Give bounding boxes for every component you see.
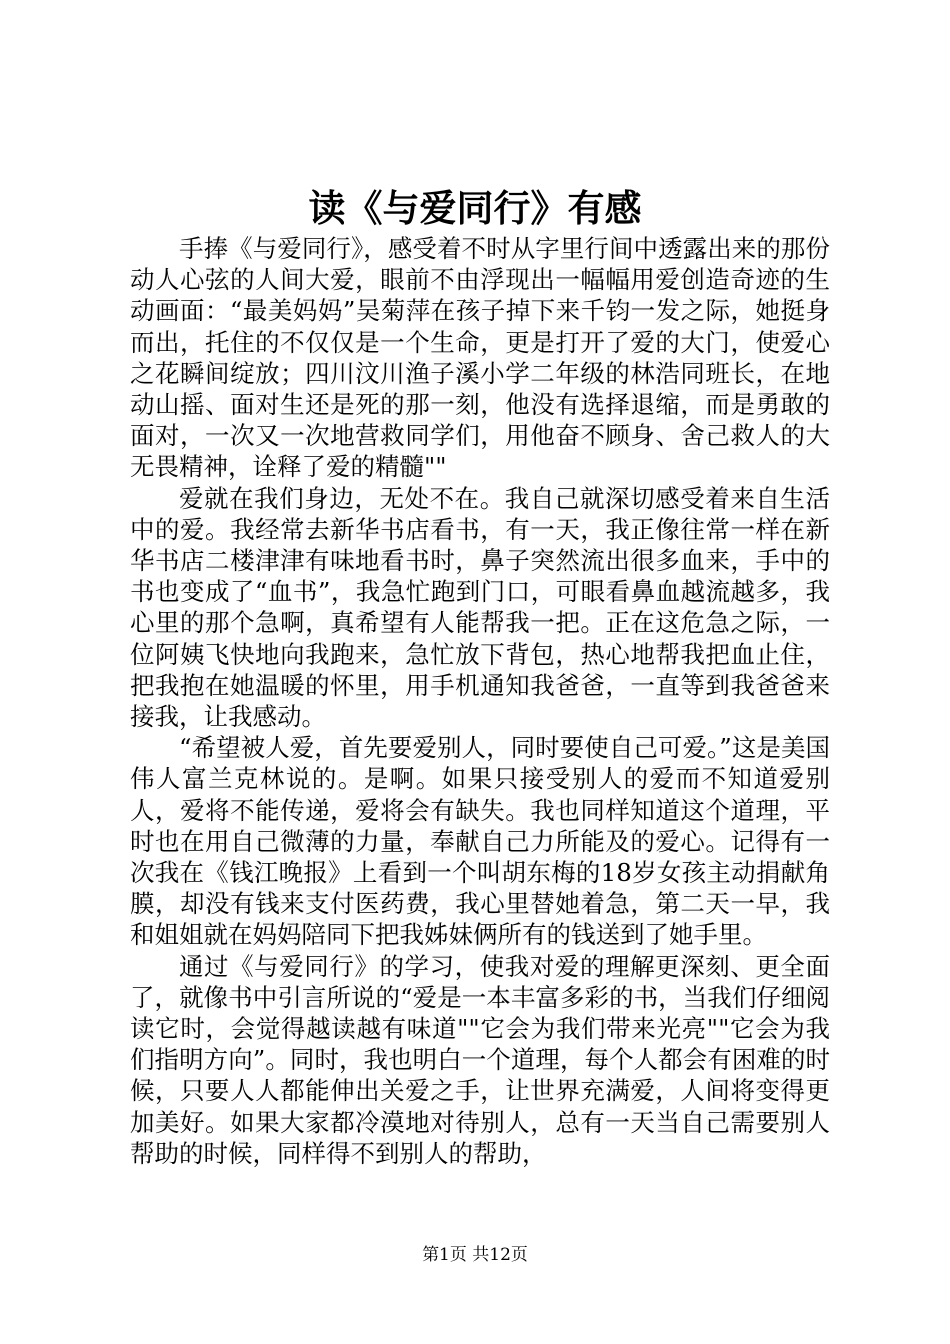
paragraph: 手捧《与爱同行》，感受着不时从字里行间中透露出来的那份动人心弦的人间大爱，眼前不由浮现出一幅幅用爱创造奇迹的生动画面：“最美妈妈”吴菊萍在孩子掉下来千钧一发之际，她挺身而出，托住的不仅仅是一个生命，更是打开了爱的大门，使爱心之花瞬间绽放；四川汶川渔子溪小学二年级的林浩同班长，在地动山摇、面对生还是死的那一刻，他没有选择退缩，而是勇敢的面对，一次又一次地营救同学们，用他奋不顾身、舍己救人的大无畏精神，诠释了爱的精髓""	[130, 234, 830, 482]
paragraph: 通过《与爱同行》的学习，使我对爱的理解更深刻、更全面了，就像书中引言所说的“爱是一本丰富多彩的书，当我们仔细阅读它时，会觉得越读越有味道""它会为我们带来光亮""它会为我们指明方向”。同时，我也明白一个道理，每个人都会有困难的时候，只要人人都能伸出关爱之手，让世界充满爱，人间将变得更加美好。如果大家都冷漠地对待别人，总有一天当自己需要别人帮助的时候，同样得不到别人的帮助，	[130, 951, 830, 1168]
page-number-footer: 第1页 共12页	[422, 1245, 528, 1265]
document-title: 读《与爱同行》有感	[308, 186, 642, 230]
document-body	[130, 233, 830, 1169]
paragraph: 爱就在我们身边，无处不在。我自己就深切感受着来自生活中的爱。我经常去新华书店看书，有一天，我正像往常一样在新华书店二楼津津有味地看书时，鼻子突然流出很多血来，手中的书也变成了“血书”，我急忙跑到门口，可眼看鼻血越流越多，我心里的那个急啊，真希望有人能帮我一把。正在这危急之际，一位阿姨飞快地向我跑来，急忙放下背包，热心地帮我把血止住，把我抱在她温暖的怀里，用手机通知我爸爸，一直等到我爸爸来接我，让我感动。	[130, 483, 830, 732]
paragraph: “希望被人爱，首先要爱别人，同时要使自己可爱。”这是美国伟人富兰克林说的。是啊。如果只接受别人的爱而不知道爱别人，爱将不能传递，爱将会有缺失。我也同样知道这个道理，平时也在用自己微薄的力量，奉献自己力所能及的爱心。记得有一次我在《钱江晚报》上看到一个叫胡东梅的18岁女孩主动捐献角膜，却没有钱来支付医药费，我心里替她着急，第二天一早，我和姐姐就在妈妈陪同下把我姊妹俩所有的钱送到了她手里。	[130, 733, 830, 950]
